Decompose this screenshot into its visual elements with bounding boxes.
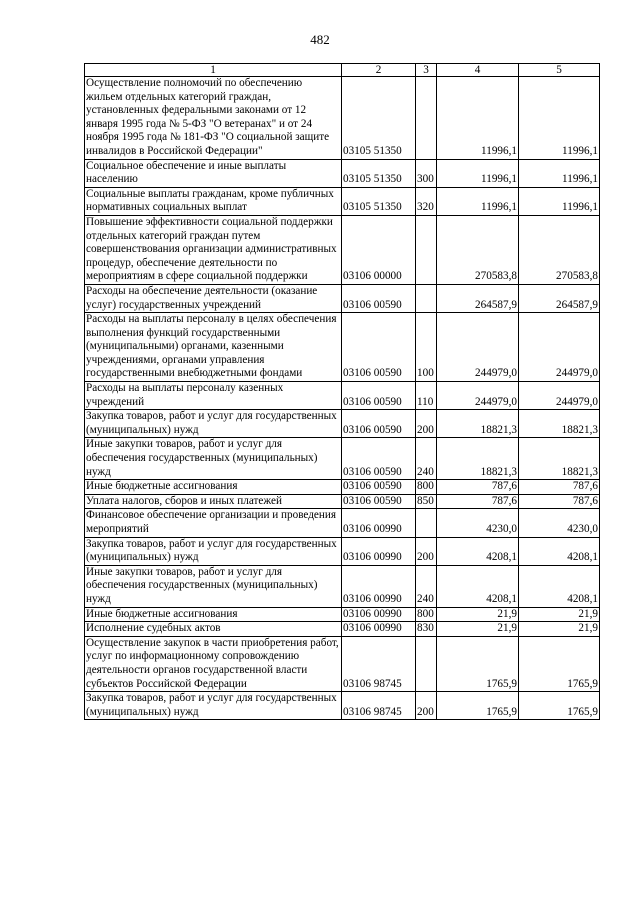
- row-value-col4-cell: 4208,1: [437, 565, 519, 607]
- table-row: [85, 159, 600, 187]
- row-value-col4-cell: 787,6: [437, 480, 519, 495]
- row-value-col5-cell: 21,9: [519, 622, 600, 637]
- column-header-5: 5: [519, 64, 600, 77]
- row-code-cell: 03105 51350: [342, 187, 416, 215]
- column-header-1: 1: [85, 64, 342, 77]
- row-code-cell: 03106 00990: [342, 509, 416, 537]
- table-row: [85, 284, 600, 312]
- row-value-col4-cell: 1765,9: [437, 692, 519, 720]
- table-row: [85, 607, 600, 622]
- row-code-cell: 03106 00990: [342, 622, 416, 637]
- row-type-cell: [416, 284, 437, 312]
- row-name-cell: Расходы на выплаты персоналу казенных учреждений: [85, 382, 342, 410]
- row-code-cell: 03106 98745: [342, 692, 416, 720]
- table-body: [85, 77, 600, 720]
- row-type-cell: [416, 77, 437, 160]
- row-name-cell: Иные бюджетные ассигнования: [85, 607, 342, 622]
- table-row: [85, 215, 600, 284]
- row-code-cell: 03106 00990: [342, 565, 416, 607]
- table-row: [85, 622, 600, 637]
- row-value-col4-cell: 11996,1: [437, 77, 519, 160]
- row-type-cell: 240: [416, 565, 437, 607]
- header-row: [85, 64, 600, 77]
- page-number: 482: [310, 32, 330, 47]
- row-value-col5-cell: 270583,8: [519, 215, 600, 284]
- row-type-cell: 850: [416, 494, 437, 509]
- row-type-cell: 110: [416, 382, 437, 410]
- row-value-col5-cell: 18821,3: [519, 438, 600, 480]
- row-type-cell: 320: [416, 187, 437, 215]
- column-header-3: 3: [416, 64, 437, 77]
- row-value-col4-cell: 21,9: [437, 607, 519, 622]
- row-value-col4-cell: 18821,3: [437, 438, 519, 480]
- row-name-cell: Закупка товаров, работ и услуг для государственных (муниципальных) нужд: [85, 410, 342, 438]
- column-header-2: 2: [342, 64, 416, 77]
- row-value-col4-cell: 11996,1: [437, 187, 519, 215]
- table-row: [85, 692, 600, 720]
- row-code-cell: 03106 00590: [342, 382, 416, 410]
- row-type-cell: 200: [416, 410, 437, 438]
- row-name-cell: Расходы на обеспечение деятельности (оказание услуг) государственных учреждений: [85, 284, 342, 312]
- row-name-cell: Закупка товаров, работ и услуг для государственных (муниципальных) нужд: [85, 692, 342, 720]
- row-code-cell: 03106 98745: [342, 636, 416, 691]
- row-value-col4-cell: 11996,1: [437, 159, 519, 187]
- row-value-col4-cell: 787,6: [437, 494, 519, 509]
- row-value-col5-cell: 244979,0: [519, 313, 600, 382]
- row-value-col5-cell: 4208,1: [519, 565, 600, 607]
- row-name-cell: Социальное обеспечение и иные выплаты населению: [85, 159, 342, 187]
- row-value-col5-cell: 18821,3: [519, 410, 600, 438]
- row-code-cell: 03105 51350: [342, 159, 416, 187]
- budget-table: [84, 63, 600, 720]
- row-name-cell: Уплата налогов, сборов и иных платежей: [85, 494, 342, 509]
- row-value-col4-cell: 4230,0: [437, 509, 519, 537]
- row-value-col5-cell: 11996,1: [519, 159, 600, 187]
- row-name-cell: Исполнение судебных актов: [85, 622, 342, 637]
- row-type-cell: 200: [416, 692, 437, 720]
- row-code-cell: 03105 51350: [342, 77, 416, 160]
- row-value-col5-cell: 244979,0: [519, 382, 600, 410]
- row-value-col5-cell: 21,9: [519, 607, 600, 622]
- row-value-col4-cell: 21,9: [437, 622, 519, 637]
- row-name-cell: Повышение эффективности социальной поддержки отдельных категорий граждан путем совершенствования организации административных процедур, обеспечение деятельности по мероприятиям в сфере социальной поддержки: [85, 215, 342, 284]
- row-code-cell: 03106 00990: [342, 537, 416, 565]
- table-row: [85, 509, 600, 537]
- row-value-col5-cell: 264587,9: [519, 284, 600, 312]
- row-value-col4-cell: 244979,0: [437, 313, 519, 382]
- row-code-cell: 03106 00590: [342, 494, 416, 509]
- row-name-cell: Иные закупки товаров, работ и услуг для обеспечения государственных (муниципальных) нужд: [85, 438, 342, 480]
- row-type-cell: 200: [416, 537, 437, 565]
- row-name-cell: Закупка товаров, работ и услуг для государственных (муниципальных) нужд: [85, 537, 342, 565]
- row-type-cell: [416, 636, 437, 691]
- row-name-cell: Социальные выплаты гражданам, кроме публичных нормативных социальных выплат: [85, 187, 342, 215]
- row-value-col5-cell: 11996,1: [519, 187, 600, 215]
- row-value-col5-cell: 787,6: [519, 494, 600, 509]
- table-row: [85, 480, 600, 495]
- row-value-col4-cell: 244979,0: [437, 382, 519, 410]
- row-value-col5-cell: 4230,0: [519, 509, 600, 537]
- table-row: [85, 494, 600, 509]
- row-type-cell: 240: [416, 438, 437, 480]
- row-type-cell: [416, 509, 437, 537]
- table-row: [85, 410, 600, 438]
- row-value-col5-cell: 4208,1: [519, 537, 600, 565]
- table-row: [85, 636, 600, 691]
- row-code-cell: 03106 00000: [342, 215, 416, 284]
- row-type-cell: 300: [416, 159, 437, 187]
- row-name-cell: Иные бюджетные ассигнования: [85, 480, 342, 495]
- row-code-cell: 03106 00590: [342, 313, 416, 382]
- table-row: [85, 313, 600, 382]
- table-row: [85, 187, 600, 215]
- row-code-cell: 03106 00590: [342, 284, 416, 312]
- row-value-col5-cell: 1765,9: [519, 692, 600, 720]
- row-value-col4-cell: 264587,9: [437, 284, 519, 312]
- row-value-col5-cell: 1765,9: [519, 636, 600, 691]
- row-type-cell: 800: [416, 480, 437, 495]
- row-value-col5-cell: 787,6: [519, 480, 600, 495]
- table-row: [85, 382, 600, 410]
- row-name-cell: Иные закупки товаров, работ и услуг для обеспечения государственных (муниципальных) нужд: [85, 565, 342, 607]
- row-type-cell: 100: [416, 313, 437, 382]
- row-code-cell: 03106 00590: [342, 438, 416, 480]
- table-row: [85, 77, 600, 160]
- table-row: [85, 438, 600, 480]
- row-name-cell: Расходы на выплаты персоналу в целях обеспечения выполнения функций государственными (муниципальными) органами, казенными учреждениями, органами управления государственными внебюджетными фондами: [85, 313, 342, 382]
- row-code-cell: 03106 00590: [342, 480, 416, 495]
- row-type-cell: [416, 215, 437, 284]
- table-row: [85, 537, 600, 565]
- row-value-col4-cell: 4208,1: [437, 537, 519, 565]
- row-value-col4-cell: 1765,9: [437, 636, 519, 691]
- row-value-col4-cell: 18821,3: [437, 410, 519, 438]
- table-row: [85, 565, 600, 607]
- row-code-cell: 03106 00990: [342, 607, 416, 622]
- row-name-cell: Осуществление закупок в части приобретения работ, услуг по информационному сопровождению деятельности органов государственной власти субъектов Российской Федерации: [85, 636, 342, 691]
- row-type-cell: 800: [416, 607, 437, 622]
- row-type-cell: 830: [416, 622, 437, 637]
- row-code-cell: 03106 00590: [342, 410, 416, 438]
- row-name-cell: Финансовое обеспечение организации и проведения мероприятий: [85, 509, 342, 537]
- row-value-col5-cell: 11996,1: [519, 77, 600, 160]
- row-value-col4-cell: 270583,8: [437, 215, 519, 284]
- row-name-cell: Осуществление полномочий по обеспечению жильем отдельных категорий граждан, установленных федеральными законами от 12 января 1995 года № 5-ФЗ "О ветеранах" и от 24 ноября 1995 года № 181-ФЗ "О социальной защите инвалидов в Российской Федерации": [85, 77, 342, 160]
- column-header-4: 4: [437, 64, 519, 77]
